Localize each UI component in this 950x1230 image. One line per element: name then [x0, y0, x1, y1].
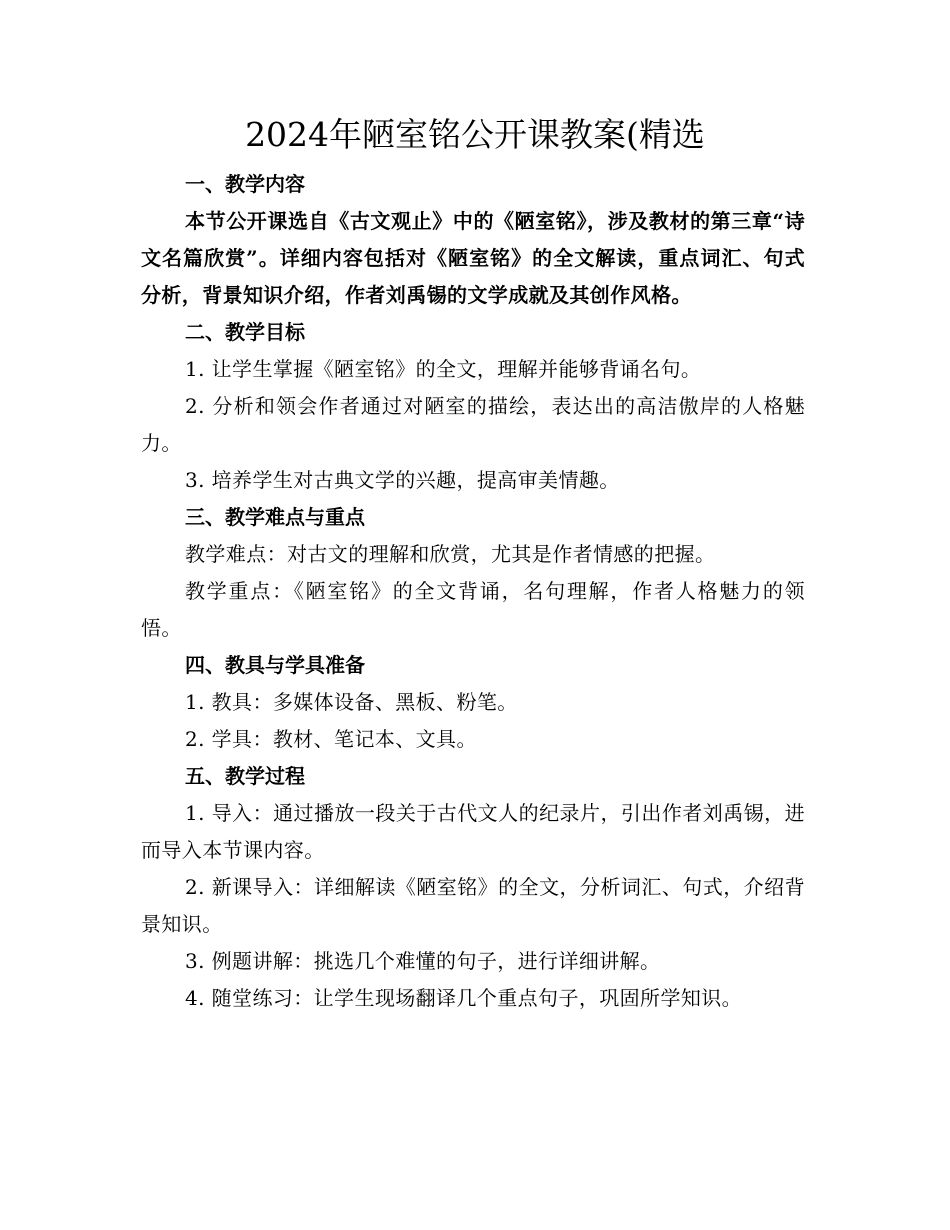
section-heading-teaching-goals: 二、教学目标 [185, 320, 305, 344]
teaching-focus-item: 教学重点：《陋室铭》的全文背诵，名句理解，作者人格魅力的领悟。 [141, 579, 805, 640]
teaching-process-item-1: 1. 导入：通过播放一段关于古代文人的纪录片，引出作者刘禹锡，进而导入本节课内容。 [141, 801, 805, 862]
teaching-goal-item-3: 3. 培养学生对古典文学的兴趣，提高审美情趣。 [185, 468, 620, 492]
document-title: 2024年陋室铭公开课教案(精选 [245, 115, 705, 154]
teaching-process-item-2: 2. 新课导入：详细解读《陋室铭》的全文，分析词汇、句式，介绍背景知识。 [141, 875, 805, 936]
document-body [141, 166, 805, 1017]
teaching-goal-item-1: 1. 让学生掌握《陋室铭》的全文，理解并能够背诵名句。 [185, 357, 702, 381]
teaching-difficulty-item: 教学难点：对古文的理解和欣赏，尤其是作者情感的把握。 [185, 542, 716, 566]
section-heading-difficulties-and-focus: 三、教学难点与重点 [185, 505, 365, 529]
teaching-content-paragraph: 本节公开课选自《古文观止》中的《陋室铭》，涉及教材的第三章“诗文名篇欣赏”。详细内容包括对《陋室铭》的全文解读，重点词汇、句式分析，背景知识介绍，作者刘禹锡的文学成就及其创作风格。 [141, 209, 805, 307]
teaching-goal-item-2: 2. 分析和领会作者通过对陋室的描绘，表达出的高洁傲岸的人格魅力。 [141, 394, 805, 455]
teaching-process-item-4: 4. 随堂练习：让学生现场翻译几个重点句子，巩固所学知识。 [185, 986, 743, 1010]
section-heading-teaching-content: 一、教学内容 [185, 172, 305, 196]
teaching-aids-item-1: 1. 教具：多媒体设备、黑板、粉笔。 [185, 690, 518, 714]
section-heading-teaching-aids: 四、教具与学具准备 [185, 653, 365, 677]
teaching-aids-item-2: 2. 学具：教材、笔记本、文具。 [185, 727, 477, 751]
section-heading-teaching-process: 五、教学过程 [185, 764, 305, 788]
teaching-process-item-3: 3. 例题讲解：挑选几个难懂的句子，进行详细讲解。 [185, 949, 661, 973]
